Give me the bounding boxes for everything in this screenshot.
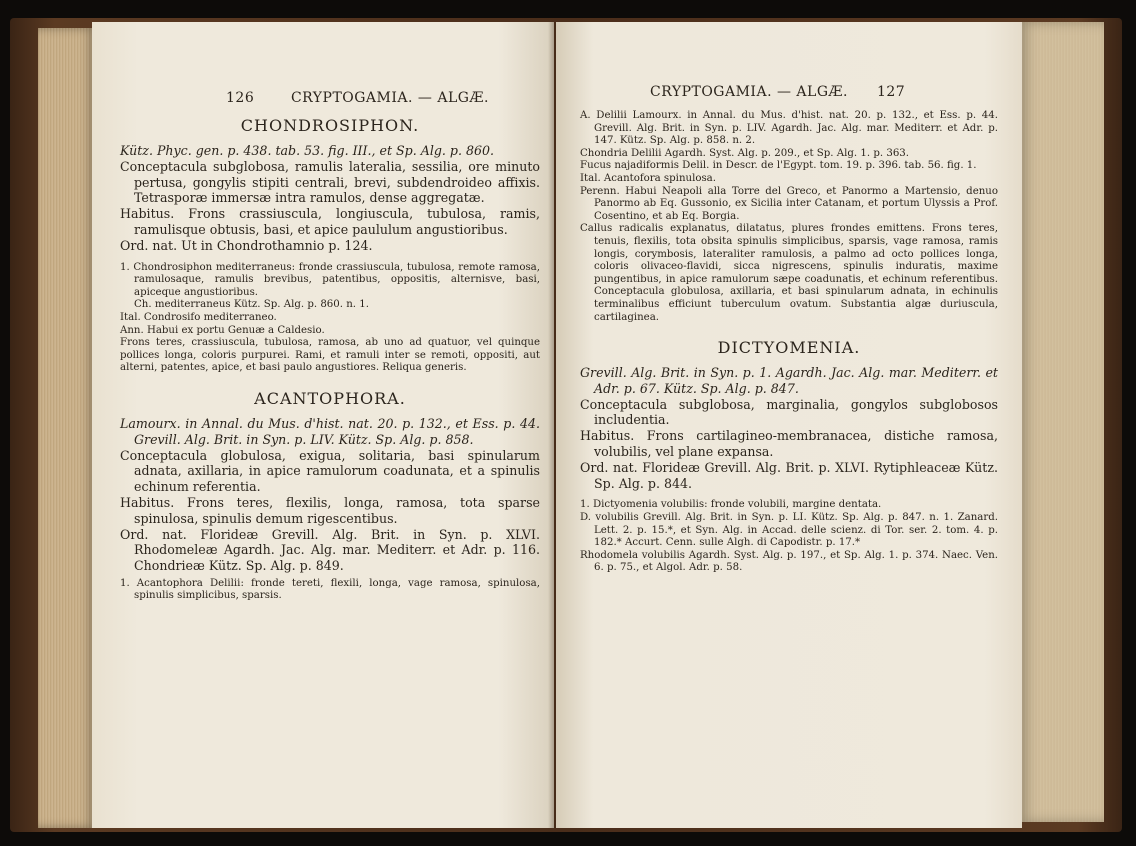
right-running-title: CRYPTOGAMIA. — ALGÆ. bbox=[650, 84, 848, 100]
left-running-title: CRYPTOGAMIA. — ALGÆ. bbox=[290, 90, 489, 106]
delilii-italian-name: Ital. Acantofora spinulosa. bbox=[580, 172, 716, 184]
acantophora-reference: Lamourx. in Annal. du Mus. d'hist. nat. 20. p. 132., et Ess. p. 44. Grevill. Alg. Brit. in Syn. p. LIV. Kütz. Sp. Alg. p. 858. bbox=[120, 415, 540, 447]
delilii-fucus: Fucus najadiformis Delil. in Descr. de l'Egypt. tom. 19. p. 396. tab. 56. fig. 1. bbox=[580, 160, 977, 172]
dictyomenia-ordo: Ord. nat. Florideæ Grevill. Alg. Brit. p. XLVI. Rytiphleaceæ Kütz. Sp. Alg. p. 844. bbox=[580, 459, 998, 491]
chondrosiphon-conceptacula: Conceptacula subglobosa, ramulis lateralia, sessilia, ore minuto pertusa, gongylis stipiti centrali, brevi, subdendroideo affixis. Tetrasporæ immersæ intra ramulos, dense aggregatæ. bbox=[120, 158, 540, 206]
acantophora-habitus: Habitus. Frons teres, flexilis, longa, ramosa, tota sparse spinulosa, spinulis demum rigescentibus. bbox=[120, 494, 540, 526]
dictyomenia-synonym-d: D. volubilis Grevill. Alg. Brit. in Syn. p. LI. Kütz. Sp. Alg. p. 847. n. 1. Zanard. Lett. 2. p. 15.*, et Syn. Alg. in Accad. delle scienz. di Tor. ser. 2. tom. 4. p. 182.* Accurt. Cenn. sulle Algh. di Capodistr. p. 17.* bbox=[580, 512, 998, 549]
dictyomenia-synonym-rhodomela: Rhodomela volubilis Agardh. Syst. Alg. p. 197., et Sp. Alg. 1. p. 374. Naec. Ven. 6. p. 75., et Algol. Adr. p. 58. bbox=[580, 549, 998, 574]
section-title-acantophora: ACANTOPHORA. bbox=[254, 388, 406, 408]
acantophora-species-1: 1. Acantophora Delilii: fronde tereti, flexili, longa, vage ramosa, spinulosa, spinulis simplicibus, sparsis. bbox=[120, 577, 540, 602]
section-title-chondrosiphon: CHONDROSIPHON. bbox=[240, 116, 420, 135]
page-edges-left bbox=[38, 28, 96, 828]
left-page-number: 126 bbox=[226, 90, 255, 106]
chondrosiphon-synonym: Ch. mediterraneus Kütz. Sp. Alg. p. 860. n. 1. bbox=[134, 299, 370, 311]
right-text-column bbox=[580, 84, 998, 575]
chondrosiphon-ordo: Ord. nat. Ut in Chondrothamnio p. 124. bbox=[120, 237, 373, 253]
right-page bbox=[556, 22, 1022, 828]
chondrosiphon-italian-name: Ital. Condrosifo mediterraneo. bbox=[120, 311, 277, 323]
delilii-description: Callus radicalis explanatus, dilatatus, plures frondes emittens. Frons teres, tenuis, flexilis, tota obsita spinulis simplicibus, sparsis, vage ramosa, ramis longis, corymbosis, lateraliter ramulosis, a palmo ad octo pollices longa, coloris olivaceo-flavidi, sicca nigrescens, spinulis induratis, maxime pungentibus, in apice ramulorum sæpe coadunatis, et echinum referentibus. Conceptacula globulosa, axillaria, et basi spinularum adnata, in echinulis terminalibus efficiunt tuberculum ovatum. Substantia algæ duriuscula, cartilaginea. bbox=[580, 223, 998, 323]
right-page-number: 127 bbox=[876, 84, 906, 100]
delilii-chondria: Chondria Delilii Agardh. Syst. Alg. p. 209., et Sp. Alg. 1. p. 363. bbox=[580, 147, 910, 159]
left-running-head bbox=[226, 90, 540, 106]
acantophora-conceptacula: Conceptacula globulosa, exigua, solitaria, basi spinularum adnata, axillaria, in apice ramulorum coadunata, et a spinulis echinum referentia. bbox=[120, 447, 540, 495]
left-text-column bbox=[120, 90, 540, 603]
right-running-head bbox=[650, 84, 998, 100]
chondrosiphon-species-1: 1. Chondrosiphon mediterraneus: fronde crassiuscula, tubulosa, remote ramosa, ramulosaque, ramulis brevibus, patentibus, oppositis, alternisve, basi, apiceque angustioribus. bbox=[120, 261, 540, 298]
delilii-reference: A. Delilii Lamourx. in Annal. du Mus. d'hist. nat. 20. p. 132., et Ess. p. 44. Grevill. Alg. Brit. in Syn. p. LIV. Agardh. Jac. Alg. mar. Mediterr. et Adr. p. 147. Kütz. Sp. Alg. p. 858. n. 2. bbox=[580, 110, 998, 147]
left-page bbox=[92, 22, 554, 828]
dictyomenia-reference: Grevill. Alg. Brit. in Syn. p. 1. Agardh. Jac. Alg. mar. Mediterr. et Adr. p. 67. Kütz. Sp. Alg. p. 847. bbox=[580, 365, 998, 396]
dictyomenia-species-1: 1. Dictyomenia volubilis: fronde volubili, margine dentata. bbox=[580, 499, 882, 511]
delilii-perennial: Perenn. Habui Neapoli alla Torre del Greco, et Panormo a Martensio, denuo Panormo ab Eq. Gussonio, ex Sicilia inter Catanam, et portum Ulyssis a Prof. Cosentino, et ab Eq. Borgia. bbox=[580, 185, 998, 222]
page-edges-right bbox=[1018, 22, 1104, 822]
chondrosiphon-description: Frons teres, crassiuscula, tubulosa, ramosa, ab uno ad quatuor, vel quinque pollices longa, coloris purpurei. Rami, et ramuli inter se remoti, oppositi, aut alterni, patentes, apice, et basi paulo angustiores. Reliqua generis. bbox=[120, 337, 540, 374]
dictyomenia-conceptacula: Conceptacula subglobosa, marginalia, gongylos subglobosos includentia. bbox=[580, 396, 998, 428]
chondrosiphon-reference: Kütz. Phyc. gen. p. 438. tab. 53. fig. III., et Sp. Alg. p. 860. bbox=[120, 143, 495, 158]
dictyomenia-habitus: Habitus. Frons cartilagineo-membranacea, distiche ramosa, volubilis, vel plane expansa. bbox=[580, 428, 998, 460]
acantophora-ordo: Ord. nat. Florideæ Grevill. Alg. Brit. in Syn. p. XLVI. Rhodomeleæ Agardh. Jac. Alg. mar. Mediterr. et Adr. p. 116. Chondrieæ Kütz. Sp. Alg. p. 849. bbox=[120, 526, 540, 574]
section-title-dictyomenia: DICTYOMENIA. bbox=[717, 338, 861, 358]
chondrosiphon-annotation: Ann. Habui ex portu Genuæ a Caldesio. bbox=[120, 324, 325, 336]
chondrosiphon-habitus: Habitus. Frons crassiuscula, longiuscula, tubulosa, ramis, ramulisque obtusis, basi, et apice paululum angustioribus. bbox=[120, 206, 540, 237]
